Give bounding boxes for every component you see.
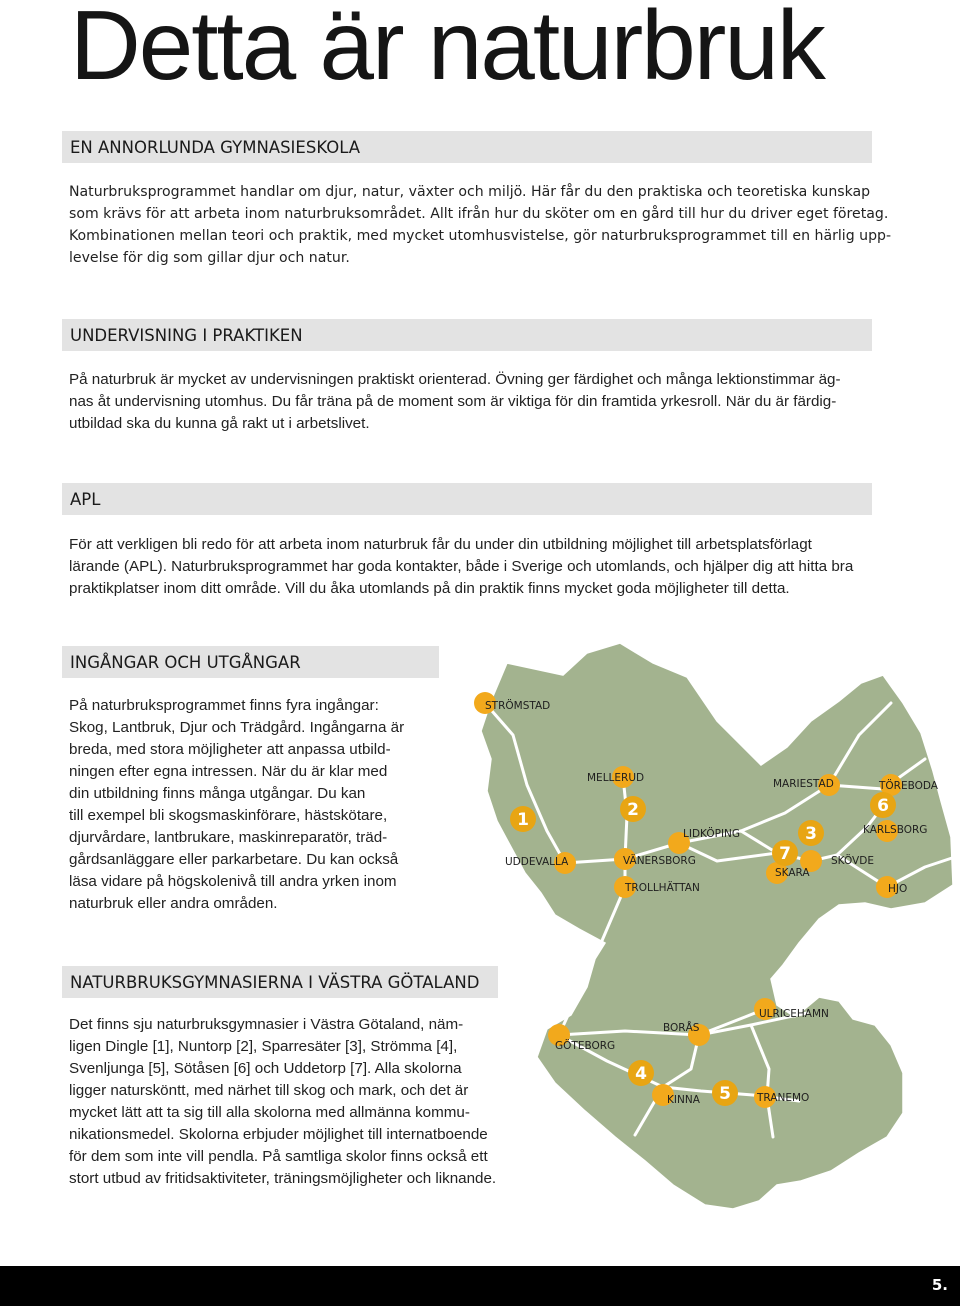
city-label-mellerud: MELLERUD bbox=[587, 772, 645, 784]
section-heading-undervisning: UNDERVISNING I PRAKTIKEN bbox=[62, 319, 872, 351]
footer-bar bbox=[0, 1266, 960, 1306]
map-land bbox=[481, 643, 953, 1209]
school-number-3: 3 bbox=[805, 824, 817, 844]
city-label-uddevalla: UDDEVALLA bbox=[505, 856, 569, 868]
city-label-boras: BORÅS bbox=[663, 1022, 700, 1034]
section-text-apl: För att verkligen bli redo för att arbeta inom naturbruk får du under din utbildning möjlighet till arbetsplatsförlagt lärande (APL). Naturbruksprogrammet har goda kontakter, både i Sverige och utomlands, och hjälper dig att hitta bra praktikplatser inom ditt område. Vill du åka utomlands på din praktik finns mycket goda möjligheter till detta. bbox=[69, 536, 854, 597]
city-label-toreboda: TÖREBODA bbox=[879, 780, 938, 792]
city-label-mariestad: MARIESTAD bbox=[773, 778, 834, 790]
city-label-lidkoping: LIDKÖPING bbox=[683, 828, 741, 840]
city-label-vanersborg: VÄNERSBORG bbox=[623, 855, 696, 867]
city-label-trollhattan: TROLLHÄTTAN bbox=[625, 882, 700, 894]
section-heading-apl: APL bbox=[62, 483, 872, 515]
city-label-ulricehamn: ULRICEHAMN bbox=[759, 1008, 829, 1020]
city-label-goteborg: GÖTEBORG bbox=[555, 1040, 616, 1052]
page-title: Detta är naturbruk bbox=[70, 0, 824, 100]
section-text-undervisning: På naturbruk är mycket av undervisningen praktiskt orienterad. Övning ger färdighet och många lektionstimmar äg- nas åt undervisning utomhus. Du får träna på de moment som är viktiga för din framtida yrkesroll. När du är färdig- utbildad ska du kunna gå rakt ut i arbetslivet. bbox=[69, 371, 841, 432]
city-label-hjo: HJO bbox=[888, 883, 908, 895]
page-number: 5. bbox=[931, 1276, 948, 1294]
school-number-2: 2 bbox=[627, 800, 639, 820]
section-heading-ingangar: INGÅNGAR OCH UTGÅNGAR bbox=[62, 646, 439, 678]
vastra-gotaland-map bbox=[455, 625, 960, 1245]
school-number-1: 1 bbox=[517, 810, 529, 830]
section-heading-gymnasier: NATURBRUKSGYMNASIERNA I VÄSTRA GÖTALAND bbox=[62, 966, 498, 998]
section-heading-annorlunda: EN ANNORLUNDA GYMNASIESKOLA bbox=[62, 131, 872, 163]
school-number-7: 7 bbox=[779, 844, 791, 864]
section-text-annorlunda: Naturbruksprogrammet handlar om djur, natur, växter och miljö. Här får du den praktiska och teoretiska kunskap som krävs för att arbeta inom naturbruksområdet. Allt ifrån hur du sköter om en gård till hur du driver eget företag. Kombinationen mellan teori och praktik, med mycket utomhusvistelse, gör naturbruksprogrammet till en härlig upp- levelse för dig som gillar djur och natur. bbox=[69, 184, 892, 266]
school-number-4: 4 bbox=[635, 1064, 647, 1084]
school-number-6: 6 bbox=[877, 796, 889, 816]
section-text-ingangar: På naturbruksprogrammet finns fyra ingångar: Skog, Lantbruk, Djur och Trädgård. Ingångarna är breda, med stora möjligheter att anpassa utbild- ningen efter egna intressen. När du är klar med din utbildning finns många utgångar. Du kan till exempel bli skogsmaskinförare, hästskötare, djurvårdare, lantbrukare, maskinreparatör, träd- gårdsanläggare eller parkarbetare. Du kan också läsa vidare på högskolenivå till andra yrken inom naturbruk eller andra områden. bbox=[69, 697, 405, 912]
school-number-5: 5 bbox=[719, 1084, 731, 1104]
city-label-skovde: SKÖVDE bbox=[831, 855, 874, 867]
city-label-kinna: KINNA bbox=[667, 1094, 700, 1106]
city-label-karlsborg: KARLSBORG bbox=[863, 824, 928, 836]
city-label-stromstad: STRÖMSTAD bbox=[485, 700, 551, 712]
city-label-tranemo: TRANEMO bbox=[757, 1092, 810, 1104]
city-label-skara: SKARA bbox=[775, 867, 810, 879]
section-text-gymnasier: Det finns sju naturbruksgymnasier i Västra Götaland, näm- ligen Dingle [1], Nuntorp [2], Sparresäter [3], Strömma [4], Svenljunga [5], Sötåsen [6] och Uddetorp [7]. Alla skolorna ligger natursköntt, med närhet till skog och mark, och det är mycket lätt att ta sig till alla skolorna med allmänna kommu- nikationsmedel. Skolorna erbjuder möjlighet till internatboende för dem som inte vill pendla. På samtliga skolor finns också ett stort utbud av fritidsaktiviteter, träningsmöjligheter och liknande. bbox=[69, 1016, 497, 1187]
